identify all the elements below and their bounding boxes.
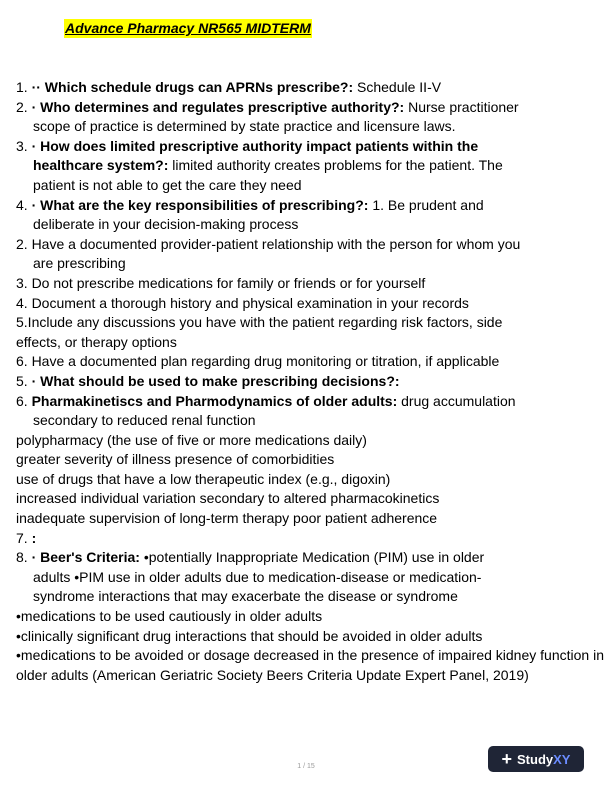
question-7: 7. : bbox=[16, 529, 37, 546]
question-6: 6. Pharmakinetiscs and Pharmodynamics of older adults: drug accumulation bbox=[16, 392, 516, 409]
brand-study: Study bbox=[517, 751, 554, 767]
studyxy-badge[interactable] bbox=[488, 746, 584, 772]
responsibility-6: 6. Have a documented plan regarding drug monitoring or titration, if applicable bbox=[16, 353, 500, 370]
plus-icon: + bbox=[501, 749, 513, 769]
question-3: 3. · How does limited prescriptive authority impact patients within the bbox=[16, 137, 479, 154]
responsibility-2-cont: are prescribing bbox=[33, 255, 126, 272]
answer-4-cont: deliberate in your decision-making process bbox=[33, 216, 299, 233]
answer-8-cont: adults •PIM use in older adults due to medication-disease or medication- bbox=[33, 568, 482, 585]
brand-xy: XY bbox=[553, 751, 571, 767]
older-adult-factor: inadequate supervision of long-term therapy poor patient adherence bbox=[16, 510, 438, 527]
page-number: 1 / 15 bbox=[297, 763, 315, 770]
beers-item: •clinically significant drug interactions that should be avoided in older adults bbox=[16, 627, 483, 644]
answer-3-cont: patient is not able to get the care they need bbox=[33, 176, 302, 193]
responsibility-3: 3. Do not prescribe medications for family or friends or for yourself bbox=[16, 274, 426, 291]
beers-item: •medications to be used cautiously in older adults bbox=[16, 608, 323, 625]
question-1: 1. ·· Which schedule drugs can APRNs prescribe?: Schedule II-V bbox=[16, 79, 442, 95]
responsibility-5-cont: effects, or therapy options bbox=[16, 333, 177, 350]
answer-6-cont: secondary to reduced renal function bbox=[33, 412, 256, 429]
responsibility-5: 5.Include any discussions you have with the patient regarding risk factors, side bbox=[16, 314, 503, 331]
older-adult-factor: greater severity of illness presence of comorbidities bbox=[16, 451, 335, 468]
question-2: 2. · Who determines and regulates prescriptive authority?: Nurse practitioner bbox=[16, 98, 519, 115]
older-adult-factor: increased individual variation secondary to altered pharmacokinetics bbox=[16, 490, 440, 507]
document-title: Advance Pharmacy NR565 MIDTERM bbox=[65, 20, 311, 36]
question-5: 5. · What should be used to make prescribing decisions?: bbox=[16, 372, 400, 389]
document-body bbox=[16, 78, 604, 685]
responsibility-2: 2. Have a documented provider-patient relationship with the person for whom you bbox=[16, 235, 521, 252]
question-3-cont: healthcare system?: limited authority creates problems for the patient. The bbox=[33, 157, 503, 174]
older-adult-factor: use of drugs that have a low therapeutic index (e.g., digoxin) bbox=[16, 470, 391, 487]
responsibility-4: 4. Document a thorough history and physical examination in your records bbox=[16, 294, 469, 311]
answer-2-cont: scope of practice is determined by state practice and licensure laws. bbox=[33, 118, 456, 135]
beers-item-last: •medications to be avoided or dosage decreased in the presence of impaired kidney function in older adults (American Geriatric Society Beers Criteria Update Expert Panel, 2019) bbox=[16, 647, 604, 683]
older-adult-factor: polypharmacy (the use of five or more medications daily) bbox=[16, 431, 367, 448]
question-8: 8. · Beer's Criteria: •potentially Inappropriate Medication (PIM) use in older bbox=[16, 549, 485, 566]
title-highlight bbox=[64, 19, 312, 38]
answer-8-cont: syndrome interactions that may exacerbate the disease or syndrome bbox=[33, 588, 458, 605]
question-4: 4. · What are the key responsibilities of prescribing?: 1. Be prudent and bbox=[16, 196, 484, 213]
